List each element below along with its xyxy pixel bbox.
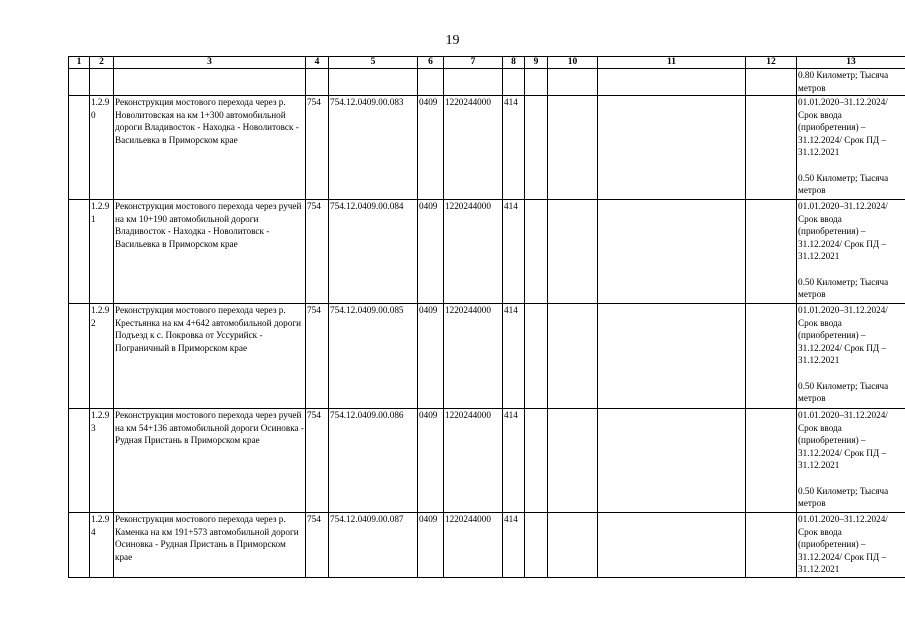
table-cell: [525, 69, 548, 96]
code-cell: 1220244000: [444, 96, 503, 200]
code-cell: 754.12.0409.00.083: [329, 96, 418, 200]
table-cell: [746, 304, 797, 409]
item-number: 1.2.9 3: [90, 409, 114, 513]
column-header: 1: [69, 57, 90, 69]
table-cell: [114, 69, 306, 96]
table-cell: [598, 69, 746, 96]
item-description: Реконструкция мостового перехода через р. Каменка на км 191+573 автомобильной дороги Осиновка - Рудная Пристань в Приморском крае: [114, 513, 306, 578]
table-cell: [548, 513, 598, 578]
code-cell: 754.12.0409.00.085: [329, 304, 418, 409]
table-cell: [746, 513, 797, 578]
table-cell: [525, 513, 548, 578]
code-cell: 754: [306, 96, 329, 200]
table-cell: [746, 200, 797, 304]
table-cell: [525, 200, 548, 304]
item-number: 1.2.9 2: [90, 304, 114, 409]
column-header: 9: [525, 57, 548, 69]
item-description: Реконструкция мостового перехода через ручей на км 54+136 автомобильной дороги Осиновка - Рудная Пристань в Приморском крае: [114, 409, 306, 513]
table-cell: [69, 69, 90, 96]
table-cell: [548, 304, 598, 409]
code-cell: 1220244000: [444, 304, 503, 409]
table-cell: [746, 69, 797, 96]
table-cell: [90, 69, 114, 96]
table-cell: [69, 200, 90, 304]
code-cell: 1220244000: [444, 409, 503, 513]
code-cell: 414: [503, 96, 525, 200]
unit-cell: 0.80 Километр; Тысяча метров: [797, 69, 905, 96]
term-period: 01.01.2020–31.12.2024/ Срок ввода (приобретения) – 31.12.2024/ Срок ПД – 31.12.2021: [798, 410, 888, 470]
code-cell: 1220244000: [444, 513, 503, 578]
column-header: 12: [746, 57, 797, 69]
code-cell: 0409: [418, 409, 444, 513]
table-cell: [598, 200, 746, 304]
carryover-row: [69, 69, 905, 96]
table-row: [69, 513, 905, 578]
column-header: 7: [444, 57, 503, 69]
column-header: 13: [797, 57, 905, 69]
table-cell: [69, 409, 90, 513]
item-number: 1.2.9 0: [90, 96, 114, 200]
table-cell: [418, 69, 444, 96]
table-row: [69, 200, 905, 304]
table-cell: [525, 304, 548, 409]
code-cell: 754: [306, 513, 329, 578]
term-unit: 0.50 Километр; Тысяча метров: [798, 276, 889, 299]
code-cell: 754: [306, 409, 329, 513]
column-header: 10: [548, 57, 598, 69]
item-description: Реконструкция мостового перехода через ручей на км 10+190 автомобильной дороги Владивосток - Находка - Новолитовск - Васильевка в Приморском крае: [114, 200, 306, 304]
term-period: 01.01.2020–31.12.2024/ Срок ввода (приобретения) – 31.12.2024/ Срок ПД – 31.12.2021: [798, 305, 888, 365]
code-cell: 414: [503, 304, 525, 409]
page-number: 19: [445, 33, 460, 48]
table-cell: [525, 96, 548, 200]
term-cell: [797, 513, 905, 578]
table-cell: [746, 409, 797, 513]
table-row: [69, 304, 905, 409]
code-cell: 754.12.0409.00.084: [329, 200, 418, 304]
term-unit: 0.50 Километр; Тысяча метров: [798, 380, 889, 403]
column-header: 5: [329, 57, 418, 69]
term-cell: [797, 304, 905, 409]
table-cell: [503, 69, 525, 96]
term-cell: [797, 409, 905, 513]
item-number: 1.2.9 1: [90, 200, 114, 304]
code-cell: 1220244000: [444, 200, 503, 304]
item-description: Реконструкция мостового перехода через р. Новолитовская на км 1+300 автомобильной дороги Владивосток - Находка - Новолитовск - Васильевка в Приморском крае: [114, 96, 306, 200]
column-header: 6: [418, 57, 444, 69]
code-cell: 414: [503, 409, 525, 513]
column-header: 2: [90, 57, 114, 69]
code-cell: 754: [306, 200, 329, 304]
table-row: [69, 409, 905, 513]
code-cell: 0409: [418, 96, 444, 200]
code-cell: 0409: [418, 200, 444, 304]
code-cell: 0409: [418, 513, 444, 578]
code-cell: 0409: [418, 304, 444, 409]
term-unit: 0.50 Километр; Тысяча метров: [798, 172, 889, 195]
column-header: 3: [114, 57, 306, 69]
term-unit: 0.50 Километр; Тысяча метров: [798, 485, 889, 508]
column-header: 8: [503, 57, 525, 69]
budget-table: [68, 56, 905, 578]
code-cell: 414: [503, 200, 525, 304]
term-period: 01.01.2020–31.12.2024/ Срок ввода (приобретения) – 31.12.2024/ Срок ПД – 31.12.2021: [798, 201, 888, 261]
table-cell: [548, 200, 598, 304]
table-cell: [329, 69, 418, 96]
code-cell: 754: [306, 304, 329, 409]
table-cell: [306, 69, 329, 96]
table-cell: [548, 96, 598, 200]
table-cell: [69, 513, 90, 578]
table-cell: [69, 304, 90, 409]
term-cell: [797, 200, 905, 304]
table-cell: [598, 409, 746, 513]
table-cell: [598, 304, 746, 409]
table-row: [69, 96, 905, 200]
table-cell: [598, 513, 746, 578]
term-cell: [797, 96, 905, 200]
code-cell: 754.12.0409.00.086: [329, 409, 418, 513]
header-row: [69, 57, 905, 69]
table-cell: [548, 409, 598, 513]
table-cell: [525, 409, 548, 513]
item-number: 1.2.9 4: [90, 513, 114, 578]
table-cell: [746, 96, 797, 200]
table-cell: [69, 96, 90, 200]
item-description: Реконструкция мостового перехода через р. Крестьянка на км 4+642 автомобильной дороги Подъезд к с. Покровка от Уссурийск - Пограничный в Приморском крае: [114, 304, 306, 409]
table-cell: [444, 69, 503, 96]
code-cell: 414: [503, 513, 525, 578]
column-header: 4: [306, 57, 329, 69]
column-header: 11: [598, 57, 746, 69]
term-period: 01.01.2020–31.12.2024/ Срок ввода (приобретения) – 31.12.2024/ Срок ПД – 31.12.2021: [798, 97, 888, 157]
term-period: 01.01.2020–31.12.2024/ Срок ввода (приобретения) – 31.12.2024/ Срок ПД – 31.12.2021: [798, 514, 888, 574]
table-cell: [598, 96, 746, 200]
table-cell: [548, 69, 598, 96]
code-cell: 754.12.0409.00.087: [329, 513, 418, 578]
